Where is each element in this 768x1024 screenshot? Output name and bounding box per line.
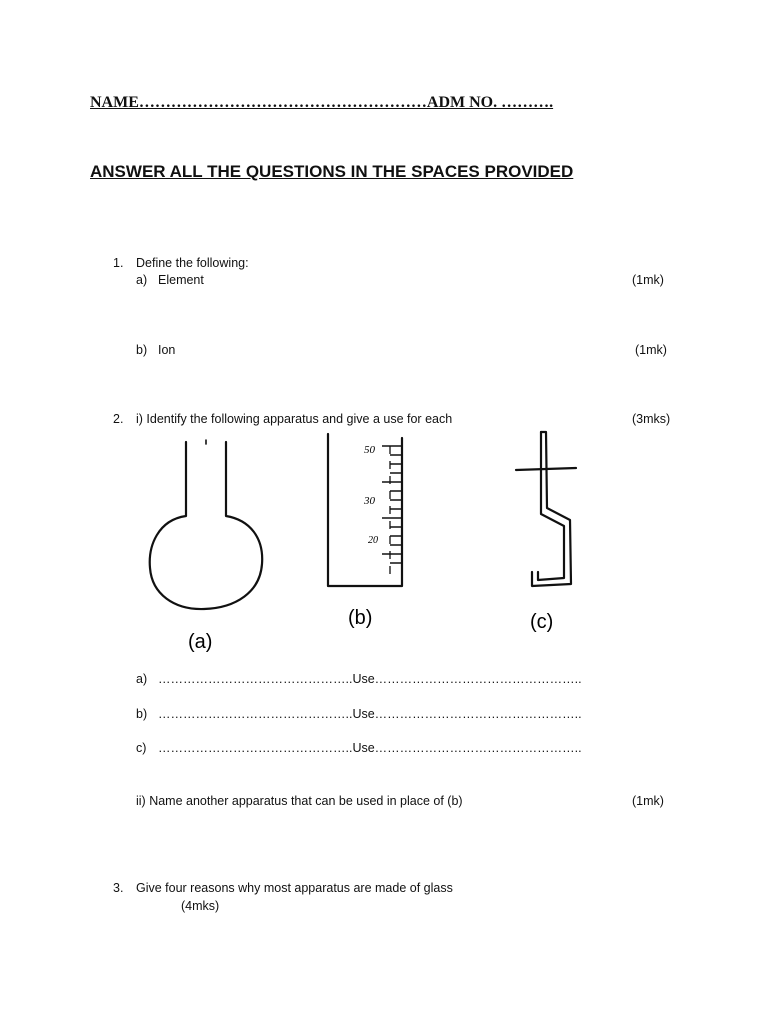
q1-text: Define the following:: [136, 256, 249, 270]
deflagrating-spoon-icon: [516, 432, 576, 586]
q1a-marks: (1mk): [632, 273, 664, 287]
q3-marks: (4mks): [181, 899, 220, 913]
scale-label-50: 50: [364, 444, 375, 456]
q3-number: 3.: [113, 881, 124, 895]
q2i-marks: (3mks): [632, 412, 671, 426]
q1a-label: a): [136, 273, 148, 287]
instruction-heading: ANSWER ALL THE QUESTIONS IN THE SPACES PROVIDED: [90, 162, 574, 181]
q1b-marks: (1mk): [635, 343, 667, 357]
scale-label-30: 30: [364, 495, 375, 507]
scale-label-20: 20: [368, 535, 378, 546]
answer-c-label: c): [136, 741, 147, 755]
caption-c: (c): [530, 611, 554, 633]
measuring-cylinder-icon: [328, 434, 402, 586]
answer-c-line[interactable]: ………………………………………..Use…………………………………………..: [158, 741, 582, 755]
q2ii-text: ii) Name another apparatus that can be used in place of (b): [136, 794, 463, 808]
round-bottom-flask-icon: [150, 440, 262, 609]
answer-a-line[interactable]: ………………………………………..Use…………………………………………..: [158, 672, 582, 686]
q2i-text: i) Identify the following apparatus and give a use for each: [136, 412, 453, 426]
answer-a-label: a): [136, 672, 148, 686]
q1-number: 1.: [113, 256, 124, 270]
caption-b: (b): [348, 607, 373, 629]
q1b-label: b): [136, 343, 148, 357]
q2ii-marks: (1mk): [632, 794, 664, 808]
q2-number: 2.: [113, 412, 124, 426]
caption-a: (a): [188, 631, 213, 653]
apparatus-figure: [140, 428, 580, 654]
name-adm-header: NAME………………………………………………ADM NO. ……….: [90, 94, 554, 111]
q1a-text: Element: [158, 273, 204, 287]
q3-text: Give four reasons why most apparatus are made of glass: [136, 881, 453, 895]
q1b-text: Ion: [158, 343, 176, 357]
apparatus-drawing: [140, 428, 580, 654]
answer-b-label: b): [136, 707, 148, 721]
answer-b-line[interactable]: ………………………………………..Use…………………………………………..: [158, 707, 582, 721]
